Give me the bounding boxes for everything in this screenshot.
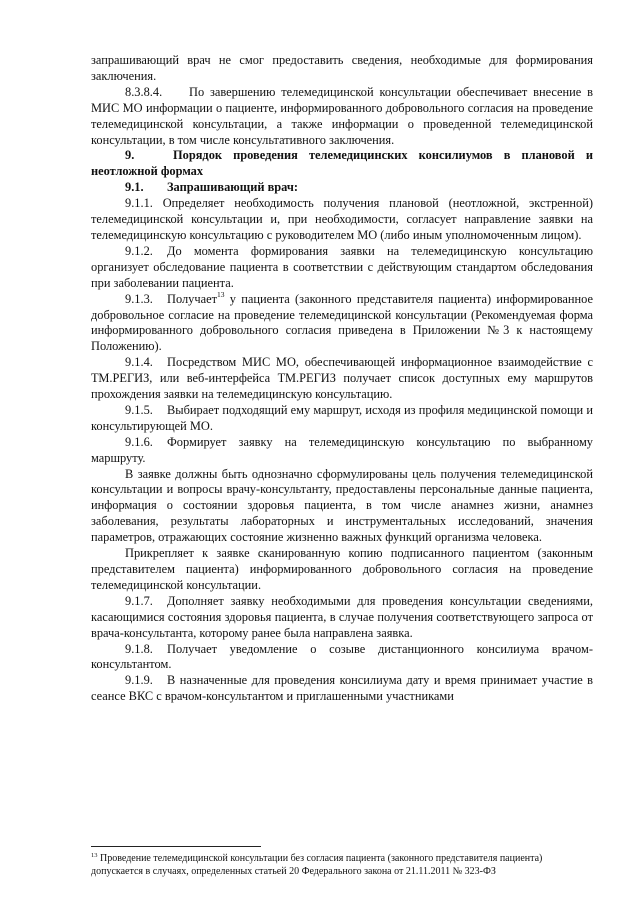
item-number: 9.1.2. — [125, 243, 153, 258]
item-number: 9.1.7. — [125, 593, 153, 608]
item-number: 9.1.8. — [125, 641, 153, 656]
paragraph-8-3-8-4 — [91, 85, 593, 149]
item-number: 9.1.9. — [125, 673, 153, 688]
item-text: Выбирает подходящий ему маршрут, исходя из профиля медицинской помощи и консультирующей МО. — [91, 402, 593, 433]
subsection-heading-9-1 — [91, 180, 593, 196]
paragraph-9-1-3 — [91, 289, 593, 356]
item-text: По завершению телемедицинской консультации обеспечивает внесение в МИС МО информации о пациенте, информированного добровольного согласия на проведение телемедицинской консультации, а также информации о проведенной телемедицинской консультации, в том числе консультативного заключения. — [91, 84, 593, 147]
paragraph-9-1-5 — [91, 403, 593, 435]
section-number: 9. — [125, 148, 135, 163]
body-text — [91, 53, 593, 705]
item-text: Дополняет заявку необходимыми для проведения консультации сведениями, касающимися состояния здоровья пациента, в случае получения соответствующего запроса от врача-консультанта, которому ранее была направлена заявка. — [91, 593, 593, 640]
item-text: До момента формирования заявки на телемедицинскую консультацию организует обследование пациента в соответствии с действующим стандартом обследования при заболевании пациента. — [91, 243, 593, 290]
item-number: 9.1.1. — [125, 196, 153, 211]
subsection-number: 9.1. — [125, 180, 144, 195]
paragraph-9-1-4 — [91, 355, 593, 403]
item-number: 9.1.4. — [125, 355, 153, 370]
paragraph-9-1-8 — [91, 642, 593, 674]
item-number: 9.1.6. — [125, 434, 153, 449]
footnote-ref: 13 — [217, 289, 225, 299]
paragraph-9-1-2 — [91, 244, 593, 292]
footnote-divider — [91, 846, 261, 847]
paragraph-9-1-9 — [91, 673, 593, 705]
section-heading-9 — [91, 148, 593, 180]
item-number: 9.1.5. — [125, 402, 153, 417]
paragraph-9-1-1 — [91, 196, 593, 244]
footnote-mark: 13 — [91, 852, 98, 859]
item-lead: Получает — [167, 291, 218, 306]
item-text: Посредством МИС МО, обеспечивающей информационное взаимодействие с ТМ.РЕГИЗ, или веб-интерфейса ТМ.РЕГИЗ получает список доступных ему маршрутов прохождения заявки на телемедицинскую консультацию. — [91, 355, 593, 402]
footnote — [91, 852, 591, 878]
footnote-text: Проведение телемедицинской консультации без согласия пациента (законного представителя пациента) допускается в случаях, определенных статьей 20 Федерального закона от 21.11.2011 № 323-ФЗ — [91, 853, 543, 878]
item-text: Получает уведомление о созыве дистанционного консилиума врачом-консультантом. — [91, 641, 593, 672]
paragraph-continuation: запрашивающий врач не смог предоставить сведения, необходимые для формирования заключения. — [91, 53, 593, 83]
paragraph-attach-consent: Прикрепляет к заявке сканированную копию подписанного пациентом (законным представителем пациента) информированного добровольного согласия на проведение телемедицинской консультации. — [91, 546, 593, 592]
item-text: Определяет необходимость получения плановой (неотложной, экстренной) телемедицинской консультации и, при необходимости, согласует направление заявки на телемедицинскую консультацию с руководителем МО (либо иным уполномоченным лицом). — [91, 196, 593, 242]
item-text: Формирует заявку на телемедицинскую консультацию по выбранному маршруту. — [91, 434, 593, 465]
subsection-title: Запрашивающий врач: — [167, 180, 298, 195]
section-title: Порядок проведения телемедицинских консилиумов в плановой и неотложной формах — [91, 148, 593, 179]
paragraph-9-1-7 — [91, 594, 593, 642]
item-number: 8.3.8.4. — [125, 84, 163, 99]
paragraph-9-1-6 — [91, 435, 593, 467]
item-number: 9.1.3. — [125, 291, 153, 306]
item-text: у пациента (законного представителя пациента) информированное добровольное согласие на проведение телемедицинской консультации (Рекомендуемая форма информированного добровольного согласия приведена в Приложении №3 к настоящему Положению). — [91, 291, 593, 354]
paragraph-request-content: В заявке должны быть однозначно сформулированы цель получения телемедицинской консультации и вопросы врачу-консультанту, предоставлены персональные данные пациента, информация о состоянии здоровья пациента, в том числе анамнез жизни, анамнез заболевания, результаты лабораторных и инструментальных исследований, значения параметров, отражающих состояние жизненно важных функций организма человека. — [91, 466, 593, 545]
item-text: В назначенные для проведения консилиума дату и время принимает участие в сеансе ВКС с врачом-консультантом и приглашенными участниками — [91, 673, 593, 704]
